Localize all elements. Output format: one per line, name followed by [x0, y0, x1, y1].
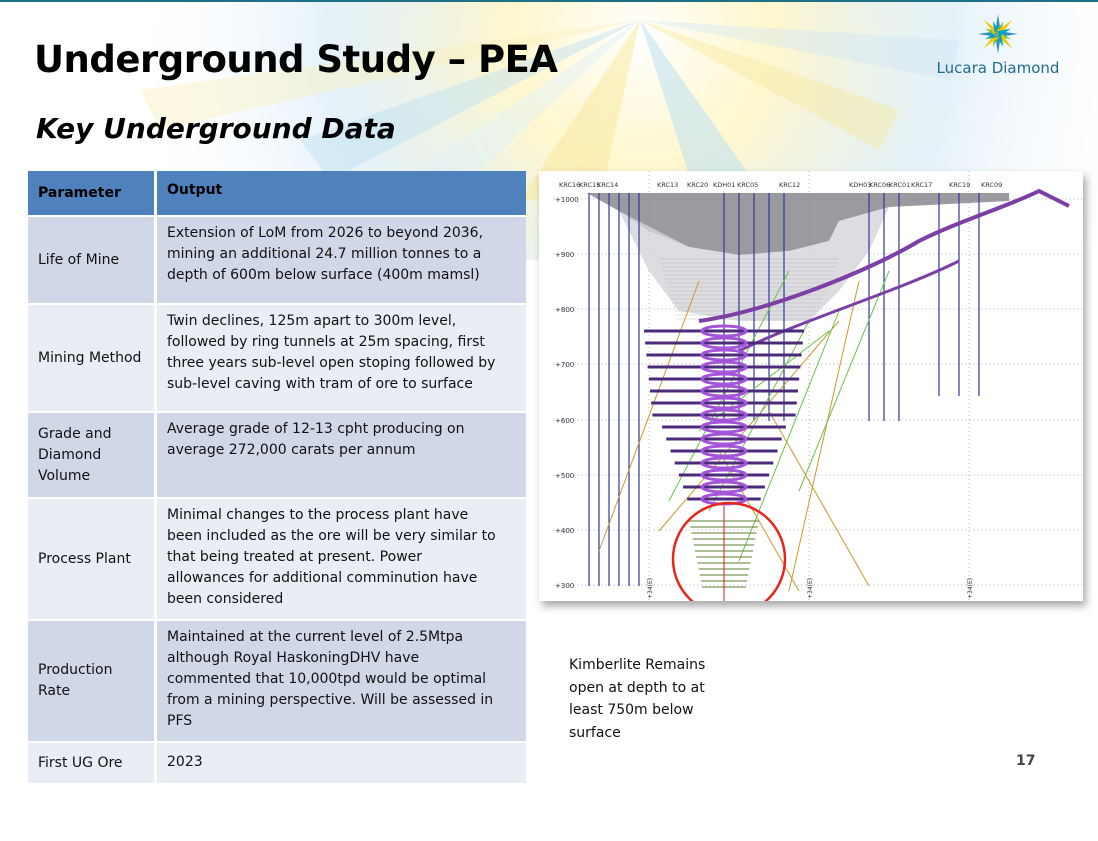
- caption-line: open at depth to at: [569, 679, 705, 696]
- table-row: [28, 743, 526, 785]
- elevation-label: +800: [555, 306, 575, 314]
- elevation-label: +600: [555, 417, 575, 425]
- drillhole-label: KRC16: [559, 181, 581, 189]
- drillhole-label: KRC15: [579, 181, 601, 189]
- output-line: followed by ring tunnels at 25m spacing, first: [167, 334, 485, 350]
- parameter-cell: Production Rate: [28, 621, 157, 743]
- caption-line: least 750m below: [569, 702, 694, 718]
- table-row: [28, 217, 526, 305]
- parameter-cell: Mining Method: [28, 305, 157, 413]
- parameter-cell: Process Plant: [28, 499, 157, 621]
- mine-section-diagram: [539, 171, 1083, 601]
- table-header-row: [28, 171, 526, 217]
- output-line: depth of 600m below surface (400m mamsl): [167, 267, 480, 283]
- header-output: Output: [157, 171, 526, 217]
- drillhole-label: KDH01: [713, 181, 736, 189]
- drillhole-label: KRC01: [889, 181, 911, 189]
- parameter-cell: First UG Ore: [28, 743, 157, 785]
- logo-text: Lucara Diamond: [936, 59, 1060, 77]
- output-line: average 272,000 carats per annum: [167, 442, 416, 458]
- drillhole-label: KRC06: [869, 181, 891, 189]
- diagram-caption: [569, 654, 705, 744]
- output-line: allowances for additional comminution have: [167, 570, 478, 586]
- drillhole-label: KRC09: [981, 181, 1003, 189]
- output-line: sub-level caving with tram of ore to surface: [167, 376, 473, 392]
- page-number: 17: [1016, 753, 1036, 769]
- drillhole-label: KRC13: [657, 181, 679, 189]
- parameter-cell: Grade and Diamond Volume: [28, 413, 157, 499]
- elevation-label: +900: [555, 251, 575, 259]
- table-row: [28, 499, 526, 621]
- slide-title: Underground Study – PEA: [34, 38, 558, 81]
- section-label: +34(E): [967, 577, 974, 599]
- drillhole-label: KRC14: [597, 181, 619, 189]
- output-line: Average grade of 12-13 cpht producing on: [167, 421, 465, 437]
- output-cell: [157, 217, 526, 305]
- slide-subtitle: Key Underground Data: [36, 112, 396, 145]
- elevation-label: +500: [555, 472, 575, 480]
- diamond-star-icon: [928, 12, 1068, 58]
- company-logo: [928, 12, 1068, 82]
- drillhole-label: KRC17: [911, 181, 933, 189]
- drillhole-label: KRC05: [737, 181, 759, 189]
- output-line: Twin declines, 125m apart to 300m level,: [167, 313, 457, 329]
- output-line: mining an additional 24.7 million tonnes to a: [167, 246, 482, 262]
- section-label: +34(E): [807, 577, 814, 599]
- output-line: been considered: [167, 591, 284, 607]
- table-row: [28, 305, 526, 413]
- output-line: Maintained at the current level of 2.5Mtpa: [167, 629, 464, 645]
- output-line: Extension of LoM from 2026 to beyond 2036,: [167, 225, 484, 241]
- drillhole-label: KRC19: [949, 181, 971, 189]
- key-data-table: [28, 171, 526, 785]
- table-row: [28, 621, 526, 743]
- output-line: commented that 10,000tpd would be optimal: [167, 671, 487, 687]
- table-row: [28, 413, 526, 499]
- drillhole-label: KRC12: [779, 181, 801, 189]
- output-line: been included as the ore will be very similar to: [167, 528, 496, 544]
- output-cell: [157, 621, 526, 743]
- elevation-label: +300: [555, 582, 575, 590]
- elevation-label: +1000: [555, 196, 579, 204]
- output-line: although Royal HaskoningDHV have: [167, 650, 420, 666]
- caption-line: Kimberlite Remains: [569, 657, 706, 673]
- output-cell: [157, 413, 526, 499]
- drillhole-label: KRC20: [687, 181, 709, 189]
- top-border: [0, 0, 1098, 2]
- output-line: Minimal changes to the process plant have: [167, 507, 469, 523]
- output-cell: [157, 305, 526, 413]
- output-line: from a mining perspective. Will be assessed in: [167, 692, 494, 708]
- output-cell: [157, 499, 526, 621]
- parameter-cell: Life of Mine: [28, 217, 157, 305]
- output-line: three years sub-level open stoping followed by: [167, 355, 496, 371]
- header-parameter: Parameter: [28, 171, 157, 217]
- caption-line: surface: [569, 724, 621, 741]
- output-line: 2023: [167, 754, 203, 770]
- drillhole-label: KDH03: [849, 181, 872, 189]
- highlight-circle: [673, 503, 785, 601]
- elevation-label: +700: [555, 361, 575, 369]
- inclined-drillhole: [789, 281, 859, 591]
- mine-section-svg: [539, 171, 1083, 601]
- output-line: that being treated at present. Power: [167, 549, 423, 565]
- section-label: +34(E): [647, 577, 654, 599]
- output-cell: [157, 743, 526, 785]
- elevation-label: +400: [555, 527, 575, 535]
- output-line: PFS: [167, 713, 193, 729]
